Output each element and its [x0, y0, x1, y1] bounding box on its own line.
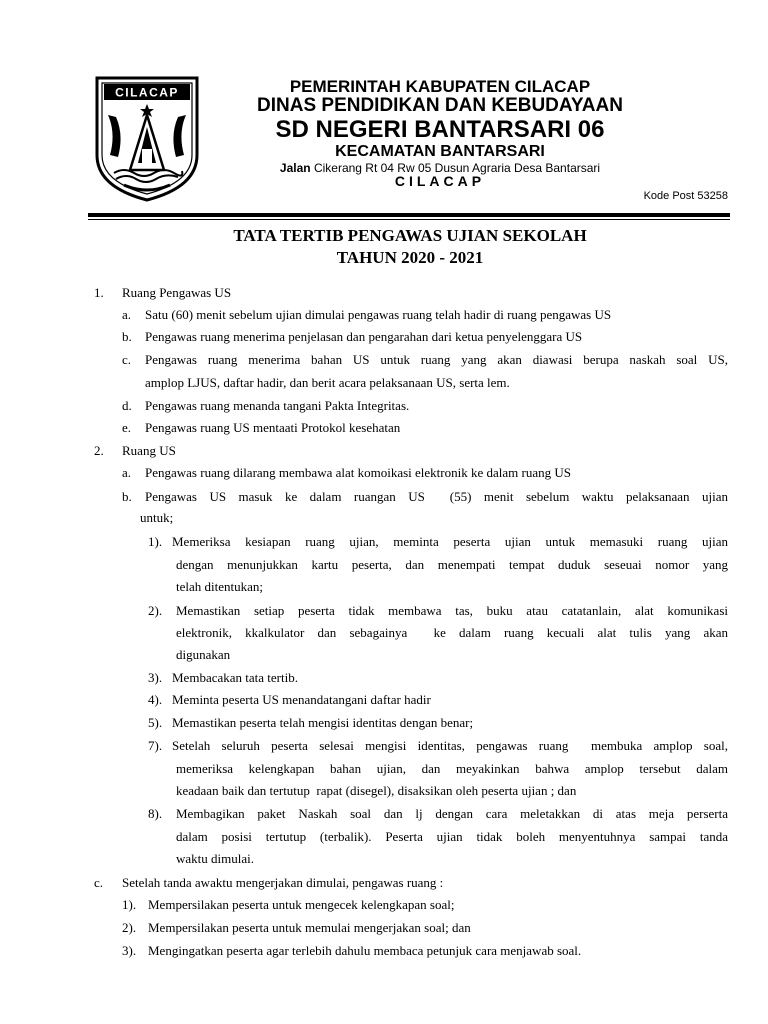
subitem-text: memeriksa kelengkapan bahan ujian, dan meyakinkan bahwa amplop tersebut dalam [176, 761, 728, 776]
section-heading: Setelah tanda awaktu mengerjakan dimulai, pengawas ruang : [122, 875, 444, 890]
subitem-text: dalam posisi tertutup (terbalik). Peserta ujian tidak boleh menyentuhnya sampai tanda [176, 829, 728, 844]
item-text: Pengawas ruang menerima penjelasan dan pengarahan dari ketua penyelenggara US [145, 329, 583, 344]
item-marker: 1). [122, 897, 137, 912]
item-text: Mengingatkan peserta agar terlebih dahulu membaca petunjuk cara menjawab soal. [148, 943, 582, 958]
document-title: TATA TERTIB PENGAWAS UJIAN SEKOLAH [233, 226, 587, 245]
subitem-marker: 2). [148, 603, 163, 618]
subitem-marker: 4). [148, 692, 163, 707]
item-text: Pengawas ruang dilarang membawa alat komoikasi elektronik ke dalam ruang US [145, 465, 571, 480]
subitem-marker: 1). [148, 534, 163, 549]
section-number: 1. [94, 285, 104, 300]
city-name: CILACAP [394, 173, 486, 189]
subitem-text: Meminta peserta US menandatangani daftar hadir [172, 692, 431, 707]
address-label: Jalan [279, 161, 311, 175]
item-marker: a. [122, 307, 132, 322]
document-year: TAHUN 2020 - 2021 [336, 248, 484, 267]
subitem-text: elektronik, kkalkulator dan sebagainya ke dalam ruang kecuali alat tulis yang akan [176, 625, 728, 640]
subitem-text: keadaan baik dan tertutup rapat (disegel), disaksikan oleh peserta ujian ; dan [176, 783, 577, 798]
item-marker: b. [122, 329, 132, 344]
subitem-text: Memeriksa kesiapan ruang ujian, meminta peserta ujian untuk memasuki ruang ujian [172, 534, 728, 549]
subitem-marker: 7). [148, 738, 163, 753]
subitem-text: waktu dimulai. [176, 851, 254, 866]
item-marker: 3). [122, 943, 137, 958]
section-number: 2. [94, 443, 104, 458]
subitem-marker: 5). [148, 715, 163, 730]
item-text: Satu (60) menit sebelum ujian dimulai pengawas ruang telah hadir di ruang pengawas US [145, 307, 612, 322]
government-name: PEMERINTAH KABUPATEN CILACAP [289, 77, 591, 96]
subitem-text: dengan menunjukkan kartu peserta, dan menempati tempat duduk seseuai nomor yang [176, 557, 728, 572]
address-text: Cikerang Rt 04 Rw 05 Dusun Agraria Desa Bantarsari [313, 161, 601, 175]
subitem-text: Memastikan peserta telah mengisi identitas dengan benar; [172, 715, 474, 730]
item-text: Pengawas ruang menanda tangani Pakta Integritas. [145, 398, 410, 413]
section-heading: Ruang Pengawas US [122, 285, 232, 300]
logo-text: CILACAP [115, 85, 179, 100]
item-text: Mempersilakan peserta untuk memulai mengerjakan soal; dan [148, 920, 471, 935]
item-text: untuk; [140, 510, 174, 525]
item-marker: e. [122, 420, 132, 435]
item-text: Pengawas ruang menerima bahan US untuk ruang yang akan diawasi berupa naskah soal US, [145, 352, 728, 367]
item-marker: a. [122, 465, 132, 480]
item-text: Mempersilakan peserta untuk mengecek kelengkapan soal; [148, 897, 455, 912]
header-divider-thick [88, 213, 730, 217]
subitem-text: Membagikan paket Naskah soal dan lj dengan cara meletakkan di atas meja perserta [176, 806, 728, 821]
subitem-text: Setelah seluruh peserta selesai mengisi identitas, pengawas ruang membuka amplop soal, [172, 738, 728, 753]
subitem-text: digunakan [176, 647, 231, 662]
item-marker: b. [122, 489, 132, 504]
school-name: SD NEGERI BANTARSARI 06 [275, 116, 605, 143]
item-text: Pengawas ruang US mentaati Protokol kesehatan [145, 420, 401, 435]
header-divider-thin [88, 219, 730, 220]
section-number: c. [94, 875, 104, 890]
subitem-marker: 3). [148, 670, 163, 685]
subitem-marker: 8). [148, 806, 163, 821]
item-marker: d. [122, 398, 132, 413]
cilacap-coat-of-arms-logo [94, 75, 200, 203]
item-text: Pengawas US masuk ke dalam ruangan US (55) menit sebelum waktu pelaksanaan ujian [145, 489, 728, 504]
subitem-text: Memastikan setiap peserta tidak membawa tas, buku atau catatanlain, alat komunikasi [176, 603, 728, 618]
subitem-text: telah ditentukan; [176, 579, 264, 594]
item-text: amplop LJUS, daftar hadir, dan berit acara pelaksanaan US, serta lem. [145, 375, 510, 390]
postcode: Kode Post 53258 [643, 190, 728, 202]
agency-name: DINAS PENDIDIKAN DAN KEBUDAYAAN [257, 95, 623, 116]
section-heading: Ruang US [122, 443, 176, 458]
item-marker: 2). [122, 920, 137, 935]
district-name: KECAMATAN BANTARSARI [335, 143, 545, 160]
item-marker: c. [122, 352, 132, 367]
subitem-text: Membacakan tata tertib. [172, 670, 298, 685]
